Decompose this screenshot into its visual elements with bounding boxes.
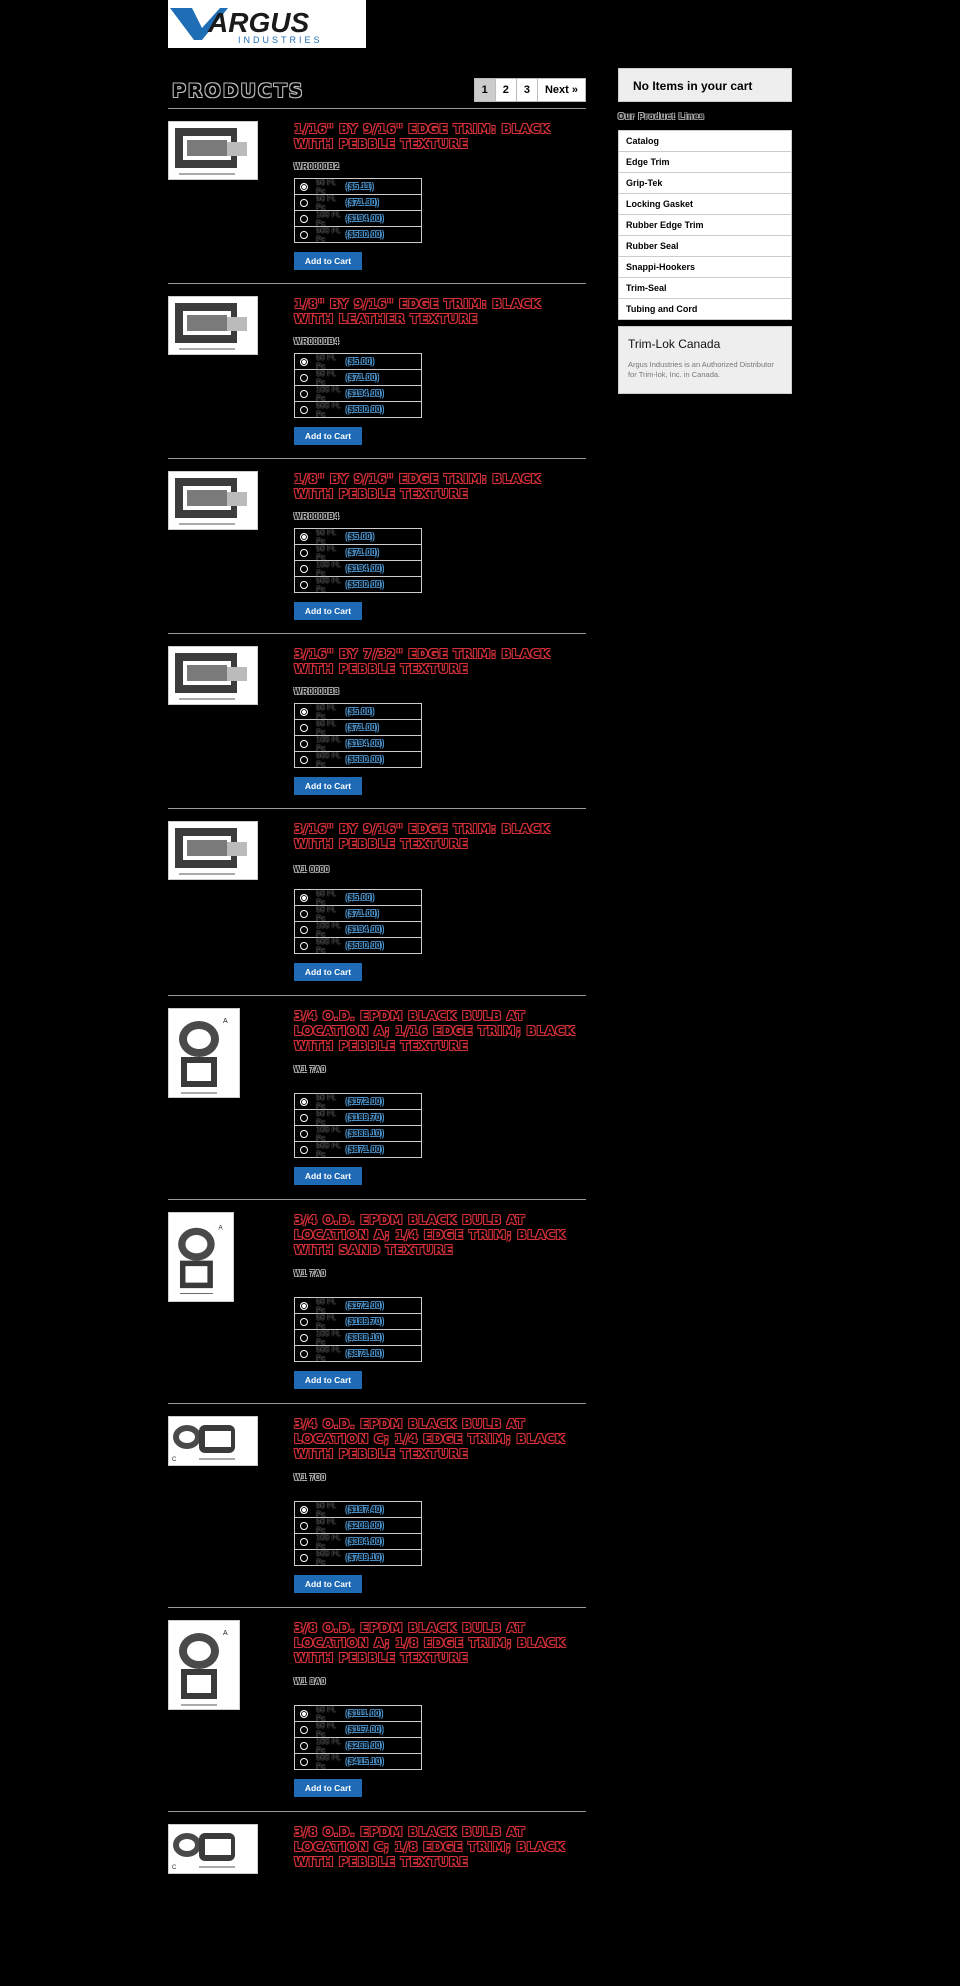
option-qty: 50 Ft. Pc xyxy=(316,1092,337,1111)
next-page-link[interactable]: Next » xyxy=(537,78,586,102)
price-option[interactable] xyxy=(294,1754,422,1770)
product-card xyxy=(168,108,586,283)
price-option[interactable] xyxy=(294,1330,422,1346)
price-option[interactable] xyxy=(294,353,422,370)
product-list xyxy=(168,108,586,1986)
logo-sub: INDUSTRIES xyxy=(238,35,323,45)
price-option[interactable] xyxy=(294,1738,422,1754)
option-radio[interactable] xyxy=(300,215,308,223)
price-option[interactable] xyxy=(294,178,422,195)
price-options xyxy=(294,703,422,768)
price-option[interactable] xyxy=(294,195,422,211)
option-radio[interactable] xyxy=(300,374,308,382)
pagination xyxy=(475,78,586,102)
price-option[interactable] xyxy=(294,1518,422,1534)
product-image[interactable] xyxy=(168,471,258,530)
price-option[interactable] xyxy=(294,1126,422,1142)
product-sku: W1 7C0 xyxy=(294,1473,326,1482)
argus-logo[interactable] xyxy=(168,0,366,48)
option-qty: 50 Ft. Pc xyxy=(316,177,337,196)
add-to-cart-button[interactable]: Add to Cart xyxy=(294,1575,362,1593)
option-qty: 50 Ft. Pc xyxy=(316,718,337,737)
add-to-cart-button[interactable]: Add to Cart xyxy=(294,1779,362,1797)
option-qty: 50 Ft. Pc xyxy=(316,1108,337,1127)
option-radio[interactable] xyxy=(300,1350,308,1358)
price-option[interactable] xyxy=(294,1346,422,1362)
option-qty: 100 Ft. Pc xyxy=(316,209,341,228)
option-radio[interactable] xyxy=(300,231,308,239)
products-header xyxy=(168,78,586,104)
product-sku: WR0000B4 xyxy=(294,512,340,521)
option-price: ($5.00) xyxy=(346,532,375,541)
option-radio[interactable] xyxy=(300,581,308,589)
option-qty: 100 Ft. Pc xyxy=(316,384,341,403)
option-radio[interactable] xyxy=(300,533,308,541)
option-price: ($134.00) xyxy=(346,564,384,573)
price-option[interactable] xyxy=(294,1297,422,1314)
option-price: ($208.00) xyxy=(346,1521,384,1530)
category-list xyxy=(618,130,792,320)
option-qty: 50 Ft. Pc xyxy=(316,193,337,212)
price-option[interactable] xyxy=(294,402,422,418)
product-image[interactable] xyxy=(168,1416,258,1466)
product-title[interactable]: 3/8 O.D. EPDM BLACK BULB AT LOCATION C; 1/8 EDGE TRIM; BLACK WITH PEBBLE TEXTURE xyxy=(294,1824,566,1869)
option-qty: 100 Ft. Pc xyxy=(316,1124,341,1143)
price-option[interactable] xyxy=(294,1550,422,1566)
price-option[interactable] xyxy=(294,545,422,561)
add-to-cart-button[interactable]: Add to Cart xyxy=(294,602,362,620)
category-locking-gasket[interactable]: Locking Gasket xyxy=(619,194,791,215)
option-price: ($71.00) xyxy=(346,723,379,732)
option-radio[interactable] xyxy=(300,942,308,950)
price-option[interactable] xyxy=(294,227,422,243)
price-option[interactable] xyxy=(294,938,422,954)
option-radio[interactable] xyxy=(300,740,308,748)
option-radio[interactable] xyxy=(300,926,308,934)
product-card xyxy=(168,1199,586,1403)
option-radio[interactable] xyxy=(300,724,308,732)
option-qty: 100 Ft. Pc xyxy=(316,1532,341,1551)
product-title[interactable]: 1/16" BY 9/16" EDGE TRIM: BLACK WITH PEBBLE TEXTURE xyxy=(294,121,551,151)
product-image[interactable] xyxy=(168,1620,240,1710)
product-title[interactable]: 3/16" BY 9/16" EDGE TRIM: BLACK WITH PEBBLE TEXTURE xyxy=(294,821,551,851)
price-option[interactable] xyxy=(294,1705,422,1722)
option-qty: 50 Ft. Pc xyxy=(316,1500,337,1519)
price-option[interactable] xyxy=(294,1314,422,1330)
logo-brand: ARGUS xyxy=(208,7,310,38)
price-option[interactable] xyxy=(294,370,422,386)
option-radio[interactable] xyxy=(300,756,308,764)
option-price: ($383.10) xyxy=(346,1333,384,1342)
option-radio[interactable] xyxy=(300,1334,308,1342)
option-qty: 500 Ft. Pc xyxy=(316,1752,341,1771)
option-qty: 50 Ft. Pc xyxy=(316,352,337,371)
option-radio[interactable] xyxy=(300,390,308,398)
product-title[interactable]: 3/16" BY 7/32" EDGE TRIM: BLACK WITH PEBBLE TEXTURE xyxy=(294,646,551,676)
price-options xyxy=(294,1093,422,1158)
option-qty: 100 Ft. Pc xyxy=(316,559,341,578)
product-image[interactable] xyxy=(168,821,258,880)
option-radio[interactable] xyxy=(300,1538,308,1546)
product-title[interactable]: 1/8" BY 9/16" EDGE TRIM: BLACK WITH LEATHER TEXTURE xyxy=(294,296,542,326)
page-title: PRODUCTS xyxy=(172,80,305,102)
price-option[interactable] xyxy=(294,1501,422,1518)
price-option[interactable] xyxy=(294,906,422,922)
product-image[interactable] xyxy=(168,1008,240,1098)
price-option[interactable] xyxy=(294,720,422,736)
svg-text:C: C xyxy=(172,1865,177,1871)
page-1-link[interactable]: 1 xyxy=(474,78,496,102)
option-price: ($580.00) xyxy=(346,230,384,239)
category-catalog[interactable]: Catalog xyxy=(619,131,791,152)
add-to-cart-button[interactable]: Add to Cart xyxy=(294,1371,362,1389)
category-snappi-hookers[interactable]: Snappi-Hookers xyxy=(619,257,791,278)
price-option[interactable] xyxy=(294,386,422,402)
option-qty: 500 Ft. Pc xyxy=(316,1140,341,1159)
product-card xyxy=(168,808,586,995)
trimlok-text: Argus Industries is an Authorized Distributor for Trim-lok, Inc. in Canada. xyxy=(628,360,774,379)
option-qty: 50 Ft. Pc xyxy=(316,368,337,387)
category-rubber-seal[interactable]: Rubber Seal xyxy=(619,236,791,257)
option-radio[interactable] xyxy=(300,1742,308,1750)
product-card xyxy=(168,633,586,808)
add-to-cart-button[interactable]: Add to Cart xyxy=(294,1167,362,1185)
option-qty: 100 Ft. Pc xyxy=(316,1328,341,1347)
svg-text:A: A xyxy=(218,1224,223,1232)
option-price: ($187.40) xyxy=(346,1505,384,1514)
price-options xyxy=(294,353,422,418)
trimlok-canada-box xyxy=(618,326,792,394)
option-price: ($5.11) xyxy=(346,182,374,191)
product-image[interactable] xyxy=(168,121,258,180)
price-option[interactable] xyxy=(294,1093,422,1110)
option-price: ($172.00) xyxy=(346,1301,384,1310)
option-price: ($134.00) xyxy=(346,389,384,398)
category-rubber-edge-trim[interactable]: Rubber Edge Trim xyxy=(619,215,791,236)
option-radio[interactable] xyxy=(300,1506,308,1514)
product-sku: WR0000B3 xyxy=(294,687,340,696)
price-option[interactable] xyxy=(294,1534,422,1550)
option-radio[interactable] xyxy=(300,708,308,716)
product-card xyxy=(168,1403,586,1607)
option-price: ($580.00) xyxy=(346,405,384,414)
option-radio[interactable] xyxy=(300,1098,308,1106)
option-price: ($189.70) xyxy=(346,1113,384,1122)
option-radio[interactable] xyxy=(300,549,308,557)
product-card xyxy=(168,1811,586,1986)
option-price: ($384.00) xyxy=(346,1537,384,1546)
product-card xyxy=(168,283,586,458)
option-price: ($134.00) xyxy=(346,214,384,223)
price-option[interactable] xyxy=(294,889,422,906)
price-option[interactable] xyxy=(294,211,422,227)
price-option[interactable] xyxy=(294,736,422,752)
option-qty: 500 Ft. Pc xyxy=(316,225,341,244)
option-qty: 500 Ft. Pc xyxy=(316,936,341,955)
product-title[interactable]: 3/4 O.D. EPDM BLACK BULB AT LOCATION A; 1/16 EDGE TRIM; BLACK WITH PEBBLE TEXTURE xyxy=(294,1008,576,1053)
option-price: ($71.00) xyxy=(346,909,379,918)
option-qty: 500 Ft. Pc xyxy=(316,750,341,769)
price-option[interactable] xyxy=(294,752,422,768)
category-trim-seal[interactable]: Trim-Seal xyxy=(619,278,791,299)
product-title[interactable]: 3/4 O.D. EPDM BLACK BULB AT LOCATION C; 1/4 EDGE TRIM; BLACK WITH PEBBLE TEXTURE xyxy=(294,1416,566,1461)
option-radio[interactable] xyxy=(300,1758,308,1766)
option-qty: 500 Ft. Pc xyxy=(316,575,341,594)
option-price: ($383.10) xyxy=(346,1129,384,1138)
option-price: ($263.00) xyxy=(346,1741,384,1750)
option-qty: 50 Ft. Pc xyxy=(316,527,337,546)
option-qty: 50 Ft. Pc xyxy=(316,1296,337,1315)
product-card xyxy=(168,458,586,633)
price-option[interactable] xyxy=(294,561,422,577)
option-qty: 500 Ft. Pc xyxy=(316,1548,341,1567)
option-radio[interactable] xyxy=(300,1130,308,1138)
option-qty: 50 Ft. Pc xyxy=(316,1720,337,1739)
add-to-cart-button[interactable]: Add to Cart xyxy=(294,252,362,270)
option-qty: 50 Ft. Pc xyxy=(316,1704,337,1723)
option-qty: 50 Ft. Pc xyxy=(316,1516,337,1535)
cart-summary[interactable]: No Items in your cart xyxy=(618,68,792,102)
product-title[interactable]: 3/8 O.D. EPDM BLACK BULB AT LOCATION A; 1/8 EDGE TRIM; BLACK WITH PEBBLE TEXTURE xyxy=(294,1620,567,1665)
option-price: ($172.00) xyxy=(346,1097,384,1106)
product-card xyxy=(168,1607,586,1811)
price-option[interactable] xyxy=(294,1110,422,1126)
option-qty: 100 Ft. Pc xyxy=(316,1736,341,1755)
option-radio[interactable] xyxy=(300,199,308,207)
option-radio[interactable] xyxy=(300,1726,308,1734)
option-radio[interactable] xyxy=(300,565,308,573)
product-sku: W1 7A0 xyxy=(294,1269,326,1278)
option-price: ($134.00) xyxy=(346,925,384,934)
option-price: ($71.00) xyxy=(346,548,379,557)
option-qty: 50 Ft. Pc xyxy=(316,1312,337,1331)
product-lines-label: Our Product Lines xyxy=(618,112,705,121)
option-radio[interactable] xyxy=(300,1302,308,1310)
product-image[interactable] xyxy=(168,1212,234,1302)
option-radio[interactable] xyxy=(300,1318,308,1326)
option-qty: 500 Ft. Pc xyxy=(316,1344,341,1363)
product-title[interactable]: 3/4 O.D. EPDM BLACK BULB AT LOCATION A; 1/4 EDGE TRIM; BLACK WITH SAND TEXTURE xyxy=(294,1212,567,1257)
option-qty: 50 Ft. Pc xyxy=(316,904,337,923)
price-option[interactable] xyxy=(294,528,422,545)
option-price: ($871.00) xyxy=(346,1145,384,1154)
price-options xyxy=(294,1501,422,1566)
option-qty: 50 Ft. Pc xyxy=(316,543,337,562)
price-option[interactable] xyxy=(294,703,422,720)
product-sku: W1 7A0 xyxy=(294,1065,326,1074)
category-grip-tek[interactable]: Grip-Tek xyxy=(619,173,791,194)
product-sku: WR0000B4 xyxy=(294,337,340,346)
option-price: ($580.00) xyxy=(346,941,384,950)
option-radio[interactable] xyxy=(300,358,308,366)
svg-text:A: A xyxy=(223,1018,228,1025)
product-sku: WR0000B2 xyxy=(294,162,340,171)
product-sku: W1 3A0 xyxy=(294,1677,326,1686)
add-to-cart-button[interactable]: Add to Cart xyxy=(294,427,362,445)
option-radio[interactable] xyxy=(300,1114,308,1122)
option-radio[interactable] xyxy=(300,1710,308,1718)
option-price: ($580.00) xyxy=(346,580,384,589)
option-price: ($580.00) xyxy=(346,755,384,764)
category-tubing-and-cord[interactable]: Tubing and Cord xyxy=(626,304,698,314)
option-radio[interactable] xyxy=(300,1522,308,1530)
product-image[interactable] xyxy=(168,1824,258,1874)
option-price: ($5.00) xyxy=(346,357,375,366)
trimlok-title[interactable]: Trim-Lok Canada xyxy=(628,337,721,351)
option-price: ($111.00) xyxy=(346,1709,383,1718)
product-image[interactable] xyxy=(168,296,258,355)
option-price: ($134.00) xyxy=(346,739,384,748)
sidebar xyxy=(618,68,792,394)
option-price: ($739.10) xyxy=(346,1553,384,1562)
option-qty: 50 Ft. Pc xyxy=(316,888,337,907)
option-price: ($5.00) xyxy=(346,893,375,902)
option-qty: 100 Ft. Pc xyxy=(316,920,341,939)
add-to-cart-button[interactable]: Add to Cart xyxy=(294,963,362,981)
option-radio[interactable] xyxy=(300,894,308,902)
product-sku: W1 0000 xyxy=(294,865,330,874)
option-radio[interactable] xyxy=(300,406,308,414)
option-radio[interactable] xyxy=(300,910,308,918)
option-qty: 50 Ft. Pc xyxy=(316,702,337,721)
page-2-link[interactable]: 2 xyxy=(495,78,517,102)
add-to-cart-button[interactable]: Add to Cart xyxy=(294,777,362,795)
product-card xyxy=(168,995,586,1199)
price-option[interactable] xyxy=(294,1142,422,1158)
option-price: ($71.30) xyxy=(346,198,379,207)
price-options xyxy=(294,528,422,593)
option-price: ($189.70) xyxy=(346,1317,384,1326)
option-price: ($415.10) xyxy=(346,1757,384,1766)
option-price: ($5.00) xyxy=(346,707,375,716)
category-edge-trim[interactable]: Edge Trim xyxy=(619,152,791,173)
option-price: ($871.00) xyxy=(346,1349,384,1358)
product-image[interactable] xyxy=(168,646,258,705)
page-3-link[interactable]: 3 xyxy=(516,78,538,102)
svg-text:A: A xyxy=(223,1630,228,1637)
option-price: ($117.00) xyxy=(346,1725,384,1734)
price-options xyxy=(294,1705,422,1770)
product-title[interactable]: 1/8" BY 9/16" EDGE TRIM: BLACK WITH PEBBLE TEXTURE xyxy=(294,471,542,501)
price-option[interactable] xyxy=(294,1722,422,1738)
price-option[interactable] xyxy=(294,577,422,593)
option-radio[interactable] xyxy=(300,1146,308,1154)
option-radio[interactable] xyxy=(300,183,308,191)
option-qty: 100 Ft. Pc xyxy=(316,734,341,753)
price-options xyxy=(294,889,422,954)
option-price: ($71.00) xyxy=(346,373,379,382)
price-options xyxy=(294,1297,422,1362)
price-option[interactable] xyxy=(294,922,422,938)
option-radio[interactable] xyxy=(300,1554,308,1562)
option-qty: 500 Ft. Pc xyxy=(316,400,341,419)
price-options xyxy=(294,178,422,243)
svg-text:C: C xyxy=(172,1457,177,1463)
